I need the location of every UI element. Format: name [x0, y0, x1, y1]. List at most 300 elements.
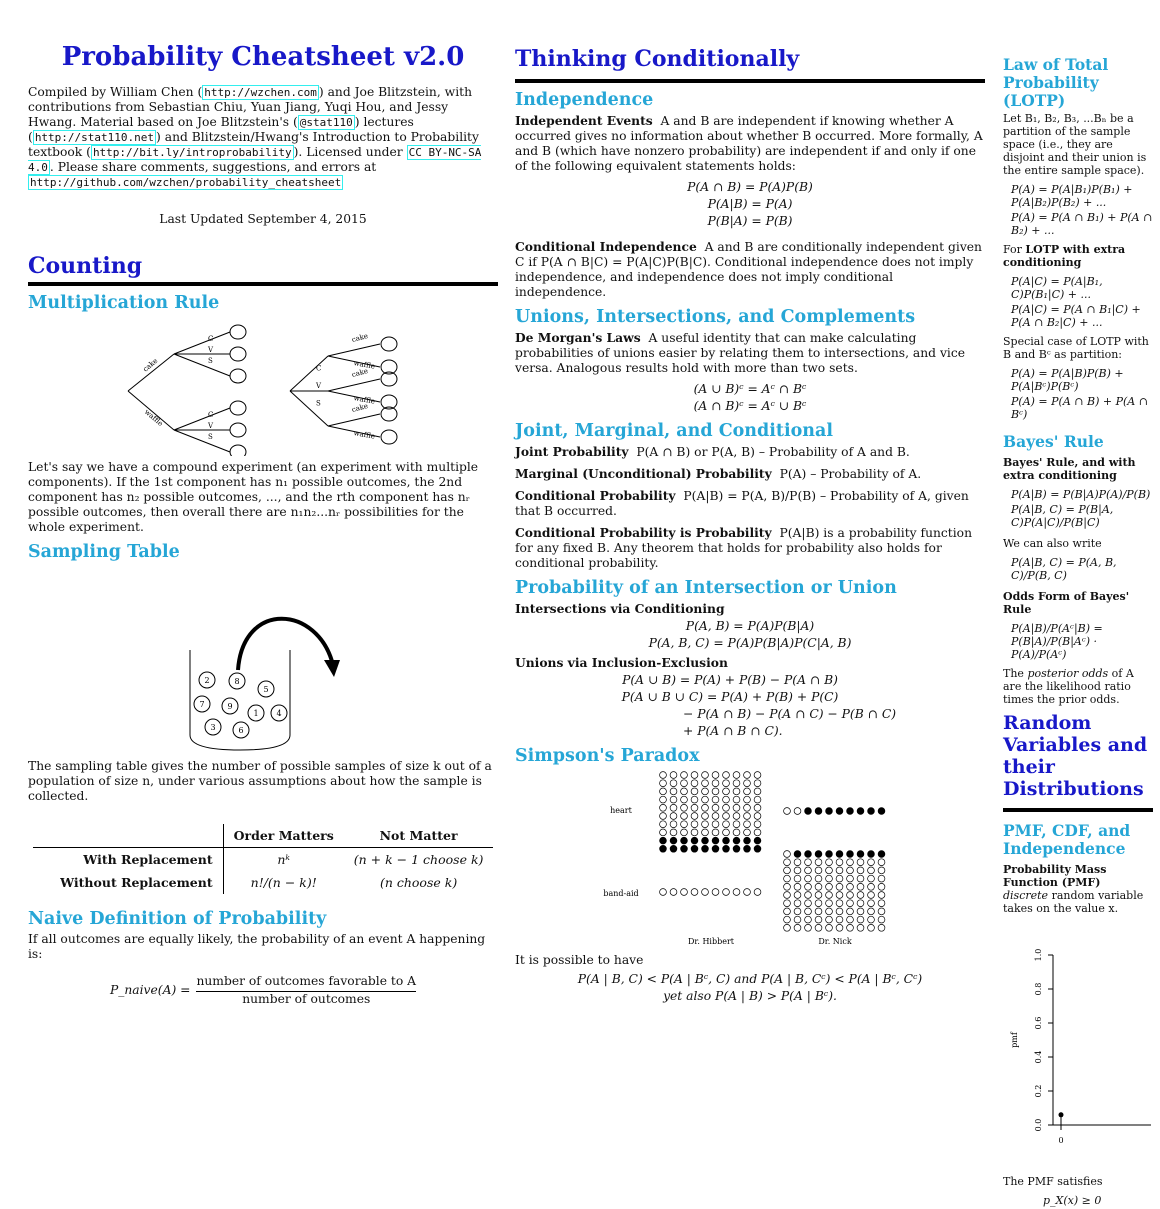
definition: P(A|B) is a probability function for any fixed B. Any theorem that holds for probability also holds for conditional probability.: [515, 526, 972, 570]
dot: [805, 892, 812, 899]
dot: [712, 780, 719, 787]
dot: [681, 813, 688, 820]
dot: [847, 908, 854, 915]
dot: [868, 875, 875, 882]
dot: [702, 821, 709, 828]
dot: [794, 908, 801, 915]
pmf-point: [1059, 1112, 1064, 1117]
dot: [691, 796, 698, 803]
dot: [878, 859, 885, 866]
cell: (n + k − 1 choose k): [353, 852, 484, 867]
dot: [712, 821, 719, 828]
label-heart: heart: [610, 806, 632, 815]
intro-part: . Please share comments, suggestions, and errors at: [49, 160, 377, 174]
dot: [794, 892, 801, 899]
tree-branch: [328, 344, 380, 356]
dot: [702, 813, 709, 820]
page-title: Probability Cheatsheet v2.0: [61, 42, 465, 72]
dot: [754, 813, 761, 820]
dot: [815, 808, 822, 815]
leaf-label: C: [208, 411, 214, 419]
equation: (A ∪ B)ᶜ = Aᶜ ∩ Bᶜ: [693, 382, 807, 396]
naive-text: If all outcomes are equally likely, the probability of an event A happening is:: [28, 932, 486, 961]
special-case-text: Special case of LOTP with B and Bᶜ as partition:: [1003, 335, 1149, 361]
intro-part: ) and Joe Blitzstein, with contributions from Sebastian Chiu, Yuan Jiang, Yuqi Hou, and Jessy Hwang. Material based on Joe Blitzstein's (: [28, 85, 472, 129]
dot: [723, 772, 730, 779]
definition: A and B are conditionally independent given C if P(A ∩ B|C) = P(A|C)P(B|C). Conditional independence does not imply independence, and independence does not imply conditional independence.: [515, 240, 982, 299]
ball-number: 9: [227, 702, 233, 711]
dot: [733, 837, 740, 844]
dot: [836, 924, 843, 931]
dot: [815, 924, 822, 931]
dot: [754, 780, 761, 787]
dot: [681, 788, 688, 795]
dot: [744, 821, 751, 828]
dot: [857, 851, 864, 858]
cell: nᵏ: [277, 852, 290, 867]
dot: [733, 772, 740, 779]
y-tick-label: 0.8: [1034, 982, 1043, 996]
tree-branch: [174, 408, 230, 430]
dot: [702, 837, 709, 844]
dot: [857, 859, 864, 866]
leaf-label: waffle: [353, 429, 376, 441]
dot: [784, 924, 791, 931]
link-stat110net[interactable]: http://stat110.net: [34, 131, 155, 144]
dot: [836, 892, 843, 899]
dot: [670, 889, 677, 896]
intro-part: Compiled by William Chen (: [28, 85, 203, 99]
dot: [691, 821, 698, 828]
dot: [691, 837, 698, 844]
branch-label: V: [316, 382, 322, 390]
intro-part: ) and Blitzstein/Hwang's Introduction to Probability textbook (: [28, 130, 479, 159]
equation: P(A, B) = P(A)P(B|A): [685, 619, 815, 633]
dot: [836, 851, 843, 858]
dot: [794, 859, 801, 866]
term: discrete: [1003, 889, 1049, 902]
dot: [826, 867, 833, 874]
dot: [712, 804, 719, 811]
dot: [878, 867, 885, 874]
dot: [733, 780, 740, 787]
term: Bayes' Rule, and with extra conditioning: [1003, 456, 1136, 482]
dot: [754, 796, 761, 803]
dot: [847, 916, 854, 923]
dot: [670, 796, 677, 803]
posterior-text: [1003, 667, 1153, 706]
dot: [712, 796, 719, 803]
equation: P(A|B, C) = P(A, B, C)/P(B, C): [1011, 556, 1117, 582]
dot: [815, 908, 822, 915]
dot: [733, 889, 740, 896]
dot: [723, 804, 730, 811]
definition: A and B are independent if knowing whether A occurred gives no information about whether B occurred. More formally, A and B (which have nonzero probability) are independent if and only if one of the following equivalent statements holds:: [515, 114, 983, 173]
term: Intersections via Conditioning: [515, 601, 725, 616]
also-write-text: We can also write: [1003, 537, 1102, 550]
section-random-variables: Random Variables and their Distributions: [1003, 712, 1148, 800]
dot: [857, 924, 864, 931]
dot: [794, 808, 801, 815]
equation: + P(A ∩ B ∩ C).: [683, 724, 783, 738]
link-book[interactable]: http://bit.ly/introprobability: [92, 146, 292, 159]
tree-branch: [174, 430, 230, 452]
equation: (A ∩ B)ᶜ = Aᶜ ∪ Bᶜ: [693, 399, 807, 413]
equation: P(A) = P(A ∩ B) + P(A ∩ Bᶜ): [1011, 395, 1148, 421]
label-dr-nick: Dr. Nick: [818, 937, 852, 946]
dot: [754, 821, 761, 828]
dot: [826, 924, 833, 931]
dot: [857, 808, 864, 815]
tree-branch: [174, 332, 230, 354]
dot: [836, 867, 843, 874]
definition: P(A|B) = P(A, B)/P(B) – Probability of A, given that B occurred.: [515, 489, 969, 518]
dot: [868, 924, 875, 931]
sampling-text: The sampling table gives the number of possible samples of size k out of a population of size n, under various assumptions about how the sample is collected.: [28, 759, 492, 803]
independence-text: [515, 113, 985, 174]
multiplication-text: Let's say we have a compound experiment (an experiment with multiple components). If the 1st component has n₁ possible outcomes, the 2nd component has n₂ possible outcomes, ..., and the rth component has nᵣ possible outcomes, then overall there are n₁n₂...nᵣ possibilities for the whole experiment.: [28, 460, 479, 534]
dot: [660, 772, 667, 779]
column-1: [28, 0, 498, 1007]
equation: P(A|C) = P(A|B₁, C)P(B₁|C) + ...: [1011, 275, 1103, 301]
dot: [815, 900, 822, 907]
dot: [744, 829, 751, 836]
y-axis-label: pmf: [1010, 1032, 1019, 1048]
term: Conditional Independence: [515, 239, 697, 254]
dot: [691, 813, 698, 820]
dot: [878, 900, 885, 907]
dot: [794, 883, 801, 890]
dot: [733, 796, 740, 803]
dot: [868, 867, 875, 874]
dot: [805, 851, 812, 858]
dot: [868, 916, 875, 923]
naive-formula: [28, 974, 498, 1007]
dot: [691, 772, 698, 779]
dot: [660, 804, 667, 811]
dot: [754, 845, 761, 852]
leaf-label: cake: [350, 367, 369, 379]
dot: [868, 900, 875, 907]
equation: P(A|B) = P(A): [707, 197, 793, 211]
subsection-intersection-union: Probability of an Intersection or Union: [515, 578, 897, 598]
equation: P(A ∪ B) = P(A) + P(B) − P(A ∩ B): [622, 673, 838, 687]
dot: [744, 788, 751, 795]
dot: [702, 845, 709, 852]
bayes-heading: [1003, 456, 1153, 482]
tree-branch: [290, 356, 328, 391]
dot: [660, 796, 667, 803]
dot: [794, 900, 801, 907]
equation: yet also P(A | B) > P(A | Bᶜ).: [663, 989, 837, 1003]
term: posterior odds: [1027, 667, 1109, 680]
jmc-item: [515, 488, 985, 519]
term: Unions via Inclusion-Exclusion: [515, 655, 728, 670]
jmc-item: [515, 444, 985, 460]
empty-cell: [33, 824, 224, 848]
dot: [691, 788, 698, 795]
dot: [744, 813, 751, 820]
dot: [733, 821, 740, 828]
dot: [754, 804, 761, 811]
dot: [868, 892, 875, 899]
pmf-chart: [1003, 935, 1153, 1155]
dot: [805, 924, 812, 931]
link-stat110[interactable]: @stat110: [299, 116, 353, 129]
jmc-item: [515, 525, 985, 571]
dot: [836, 808, 843, 815]
header-order-matters: Order Matters: [233, 828, 334, 843]
simpson-text: It is possible to have: [515, 953, 644, 967]
dot: [670, 821, 677, 828]
dot: [670, 845, 677, 852]
dot: [836, 900, 843, 907]
dot: [702, 788, 709, 795]
outcome-circle: [381, 430, 397, 444]
dot: [702, 804, 709, 811]
dot: [805, 859, 812, 866]
term: Conditional Probability: [515, 488, 676, 503]
dot: [868, 808, 875, 815]
link-wzchen[interactable]: http://wzchen.com: [204, 86, 317, 99]
outcome-circle: [230, 347, 246, 361]
row-label: With Replacement: [33, 848, 224, 872]
leaf-label: V: [208, 422, 214, 430]
link-license[interactable]: CC BY-NC-SA 4.0: [28, 146, 482, 174]
dot: [847, 859, 854, 866]
dot: [733, 788, 740, 795]
subsection-unions: Unions, Intersections, and Complements: [515, 307, 916, 327]
dot: [723, 780, 730, 787]
dot: [754, 788, 761, 795]
branch-label: C: [316, 364, 322, 373]
term: Probability Mass Function (PMF): [1003, 863, 1107, 889]
ball-number: 6: [238, 726, 244, 735]
dot: [784, 875, 791, 882]
equation: P(A, B, C) = P(A)P(B|A)P(C|A, B): [648, 636, 852, 650]
dot: [805, 867, 812, 874]
dot: [670, 780, 677, 787]
dot: [733, 804, 740, 811]
dot: [681, 804, 688, 811]
tree-branch: [290, 391, 328, 426]
dot: [744, 889, 751, 896]
equation: P(B|A) = P(B): [707, 214, 793, 228]
section-rule: [1003, 808, 1153, 812]
dot: [670, 788, 677, 795]
dot: [847, 851, 854, 858]
dot: [826, 892, 833, 899]
subsection-bayes-rule: Bayes' Rule: [1003, 432, 1104, 451]
leaf-label: S: [208, 357, 213, 365]
dot: [681, 837, 688, 844]
dot: [826, 900, 833, 907]
tree-branch: [174, 354, 230, 376]
subsection-multiplication-rule: Multiplication Rule: [28, 293, 220, 313]
dot: [815, 883, 822, 890]
demorgan-text: [515, 330, 985, 376]
y-tick-label: 0.2: [1034, 1084, 1043, 1098]
dot: [670, 813, 677, 820]
lotp-extra-text: [1003, 243, 1153, 269]
dot: [702, 772, 709, 779]
equation: P(A ∩ B) = P(A)P(B): [687, 180, 813, 194]
dot: [784, 867, 791, 874]
y-tick-label: 0.6: [1034, 1016, 1043, 1030]
dot: [815, 859, 822, 866]
dot: [702, 780, 709, 787]
equation: P(A) = P(A ∩ B₁) + P(A ∩ B₂) + ...: [1011, 211, 1153, 237]
dot: [815, 867, 822, 874]
definition: P(A) – Probability of A.: [779, 467, 922, 481]
dot: [681, 845, 688, 852]
equation: − P(A ∩ B) − P(A ∩ C) − P(B ∩ C): [683, 707, 897, 721]
text: For: [1003, 243, 1026, 256]
column-2: [515, 0, 985, 1006]
dot: [744, 804, 751, 811]
dot: [691, 804, 698, 811]
dot: [826, 859, 833, 866]
arrowhead-icon: [324, 660, 340, 677]
term: Independent Events: [515, 113, 653, 128]
dot: [681, 821, 688, 828]
dot: [712, 845, 719, 852]
dot: [868, 908, 875, 915]
equation: P(A|C) = P(A ∩ B₁|C) + P(A ∩ B₂|C) + ...: [1011, 303, 1141, 329]
x-tick-label: 0: [1058, 1136, 1064, 1145]
naive-numerator: number of outcomes favorable to A: [196, 974, 416, 992]
dot: [723, 829, 730, 836]
dot: [847, 924, 854, 931]
equation: P(A ∪ B ∪ C) = P(A) + P(B) + P(C): [621, 690, 839, 704]
dot: [691, 889, 698, 896]
dot: [723, 813, 730, 820]
dot: [826, 851, 833, 858]
y-tick-label: 0.0: [1034, 1118, 1043, 1132]
text: The: [1003, 667, 1028, 680]
equation: P(A|B, C) = P(B|A, C)P(A|C)/P(B|C): [1011, 503, 1114, 529]
outcome-circle: [230, 423, 246, 437]
ball-number: 4: [276, 709, 282, 718]
dot: [723, 796, 730, 803]
dot: [847, 867, 854, 874]
leaf-label: V: [208, 346, 214, 354]
dot: [670, 837, 677, 844]
link-github[interactable]: http://github.com/wzchen/probability_cheatsheet: [30, 176, 342, 189]
dot: [836, 859, 843, 866]
dot: [826, 875, 833, 882]
term: De Morgan's Laws: [515, 330, 641, 345]
leaf-label: cake: [350, 332, 369, 344]
dot: [878, 916, 885, 923]
pmf-text: [1003, 863, 1153, 915]
dot: [826, 916, 833, 923]
dot: [836, 883, 843, 890]
dot: [857, 867, 864, 874]
dot: [744, 845, 751, 852]
term: Marginal (Unconditional) Probability: [515, 466, 772, 481]
dot: [744, 772, 751, 779]
pmf-satisfies-text: The PMF satisfies: [1003, 1175, 1103, 1188]
header-not-matter: Not Matter: [379, 828, 458, 843]
equation: P(A) = P(A|B₁)P(B₁) + P(A|B₂)P(B₂) + ...: [1011, 183, 1133, 209]
outcome-circle: [230, 325, 246, 339]
text: of A are the likelihood ratio times the prior odds.: [1003, 667, 1134, 706]
term: Conditional Probability is Probability: [515, 525, 772, 540]
term: LOTP with extra conditioning: [1003, 243, 1126, 269]
dot: [712, 772, 719, 779]
term: Joint Probability: [515, 444, 629, 459]
dot: [723, 845, 730, 852]
subsection-lotp: Law of Total Probability (LOTP): [1003, 55, 1109, 110]
text: random variable takes on the value x.: [1003, 889, 1144, 915]
dot: [878, 892, 885, 899]
dot: [805, 875, 812, 882]
dot: [744, 780, 751, 787]
leaf-label: waffle: [353, 394, 376, 406]
dot: [744, 837, 751, 844]
intro-part: ). Licensed under: [293, 145, 407, 159]
leaf-label: waffle: [353, 359, 376, 371]
dot: [805, 900, 812, 907]
dot: [878, 924, 885, 931]
y-tick-label: 1.0: [1034, 948, 1043, 962]
dot: [691, 829, 698, 836]
leaf-label: C: [208, 335, 214, 343]
naive-denominator: number of outcomes: [242, 992, 371, 1006]
dot: [733, 813, 740, 820]
dot: [784, 859, 791, 866]
dot: [868, 859, 875, 866]
dot: [857, 916, 864, 923]
dot: [826, 883, 833, 890]
intro-part: ) lectures (: [28, 115, 414, 144]
dot: [878, 851, 885, 858]
dot: [794, 867, 801, 874]
branch-label: cake: [141, 356, 160, 374]
dot: [723, 889, 730, 896]
dot: [868, 851, 875, 858]
definition: P(A ∩ B) or P(A, B) – Probability of A and B.: [636, 445, 910, 459]
dot: [660, 889, 667, 896]
dot: [847, 900, 854, 907]
equation: p_X(x) ≥ 0: [1043, 1194, 1102, 1207]
dot: [794, 924, 801, 931]
dot: [805, 883, 812, 890]
dot: [857, 892, 864, 899]
intersections-heading: [515, 601, 985, 617]
ball-number: 1: [253, 709, 259, 718]
dot: [794, 851, 801, 858]
dot: [660, 788, 667, 795]
outcome-circle: [230, 445, 246, 456]
equation: P(A|B)/P(Aᶜ|B) = P(B|A)/P(B|Aᶜ) · P(A)/P(Aᶜ): [1011, 622, 1103, 661]
dot: [660, 813, 667, 820]
dot: [878, 808, 885, 815]
subsection-pmf-cdf: PMF, CDF, and Independence: [1003, 821, 1131, 858]
dot: [784, 851, 791, 858]
dot: [857, 875, 864, 882]
tree-diagram: [28, 316, 498, 456]
column-3: [1003, 0, 1153, 1209]
cell: (n choose k): [379, 875, 458, 890]
dot: [733, 845, 740, 852]
outcome-circle: [381, 337, 397, 351]
section-counting: Counting: [28, 253, 143, 279]
dot: [815, 851, 822, 858]
dot: [754, 889, 761, 896]
dot: [660, 821, 667, 828]
